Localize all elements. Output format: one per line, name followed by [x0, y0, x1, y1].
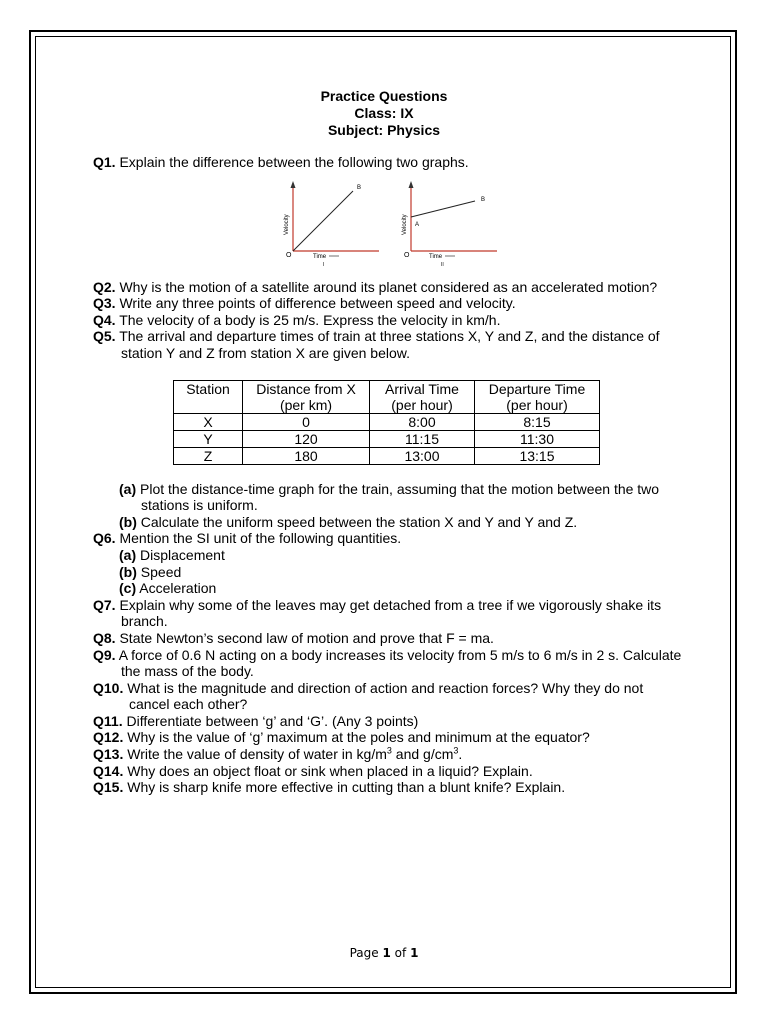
doc-title: Practice Questions	[320, 88, 448, 104]
footer-total-pages: 1	[410, 946, 419, 960]
page-footer	[0, 946, 768, 960]
question-text: Mention the SI unit of the following quantities.	[119, 530, 402, 547]
question-text: Why is sharp knife more effective in cutting than a blunt knife? Explain.	[127, 779, 566, 796]
question-number: Q12.	[93, 729, 124, 746]
graph-i-y-arrow	[291, 181, 296, 188]
question-9	[93, 647, 683, 680]
question-text: State Newton’s second law of motion and prove that F = ma.	[119, 629, 494, 646]
question-13	[93, 746, 683, 763]
graph-i-x-label: Time	[313, 253, 327, 260]
question-text: The velocity of a body is 25 m/s. Express the velocity in km/h.	[119, 311, 501, 328]
question-12	[93, 729, 683, 746]
question-number: Q4.	[93, 311, 116, 328]
footer-of-word: of	[394, 946, 407, 960]
question-2	[93, 279, 683, 296]
question-number: (b)	[119, 513, 137, 530]
footer-current-page: 1	[382, 946, 391, 960]
question-number: (a)	[119, 546, 137, 563]
table-header-row	[174, 380, 600, 413]
graph-ii-x-label: Time	[429, 253, 443, 260]
question-text: and g/cm	[391, 746, 454, 763]
velocity-time-graphs	[93, 171, 683, 279]
question-number: Q15.	[93, 779, 124, 796]
question-6b	[93, 564, 683, 581]
question-11	[93, 713, 683, 730]
table-cell: 11:15	[370, 430, 475, 447]
question-15	[93, 779, 683, 796]
graph-i-origin: O	[286, 251, 292, 259]
question-5b	[93, 514, 683, 531]
graph-i	[283, 177, 383, 269]
question-number: Q9.	[93, 646, 116, 663]
question-number: Q8.	[93, 629, 116, 646]
question-6a	[93, 547, 683, 564]
question-7	[93, 597, 683, 630]
question-number: Q1.	[93, 154, 116, 170]
question-6c	[93, 580, 683, 597]
question-text: Why does an object float or sink when placed in a liquid? Explain.	[127, 762, 533, 779]
question-number: Q14.	[93, 762, 124, 779]
table-cell: 180	[243, 447, 370, 464]
table-header-arrival: Arrival Time (per hour)	[370, 380, 475, 413]
question-number: (c)	[119, 580, 137, 597]
question-1	[93, 154, 683, 171]
question-text: Differentiate between ‘g’ and ‘G’. (Any 3 points)	[126, 712, 419, 729]
graph-ii-y-arrow	[409, 181, 414, 188]
question-text: .	[458, 746, 463, 763]
table-row	[174, 413, 600, 430]
station-table	[173, 380, 600, 465]
graph-i-y-label: Velocity	[284, 213, 290, 235]
table-header-departure: Departure Time (per hour)	[475, 380, 600, 413]
question-text: Speed	[140, 563, 182, 580]
table-cell: Y	[174, 430, 243, 447]
question-number: Q2.	[93, 278, 116, 295]
class-line: Class: IX	[354, 105, 414, 121]
question-5a	[93, 481, 683, 514]
graph-ii-y-label: Velocity	[402, 213, 408, 235]
question-text: Plot the distance-time graph for the train, assuming that the motion between the two stations is uniform.	[140, 480, 660, 514]
question-number: Q6.	[93, 530, 116, 547]
question-text: Write the value of density of water in kg/m	[127, 746, 387, 763]
table-cell: X	[174, 413, 243, 430]
table-cell: 8:15	[475, 413, 600, 430]
graph-ii-line	[411, 201, 475, 217]
question-5	[93, 328, 683, 361]
question-text: Explain the difference between the following two graphs.	[119, 154, 469, 170]
subject-line: Subject: Physics	[327, 122, 441, 138]
question-text: Write any three points of difference between speed and velocity.	[119, 295, 516, 312]
table-cell: 0	[243, 413, 370, 430]
table-cell: 8:00	[370, 413, 475, 430]
superscript: 3	[453, 745, 459, 756]
table-cell: 120	[243, 430, 370, 447]
graph-ii-point-b: B	[481, 196, 486, 203]
table-row	[174, 447, 600, 464]
table-header-distance: Distance from X (per km)	[243, 380, 370, 413]
table-cell: Z	[174, 447, 243, 464]
question-6	[93, 530, 683, 547]
graph-i-line	[293, 191, 353, 251]
question-number: Q7.	[93, 596, 116, 613]
question-text: Displacement	[140, 546, 225, 563]
footer-page-word: Page	[349, 946, 379, 960]
question-text: What is the magnitude and direction of action and reaction forces? Why they do not cancel each other?	[127, 679, 644, 713]
question-text: Calculate the uniform speed between the station X and Y and Y and Z.	[140, 513, 578, 530]
question-text: Why is the value of ‘g’ maximum at the poles and minimum at the equator?	[127, 729, 590, 746]
question-number: Q5.	[93, 328, 116, 345]
graph-i-point-b: B	[357, 184, 362, 191]
table-row	[174, 430, 600, 447]
graph-ii-origin: O	[404, 251, 410, 259]
question-text: Why is the motion of a satellite around its planet considered as an accelerated motion?	[119, 278, 658, 295]
question-8	[93, 630, 683, 647]
question-text: The arrival and departure times of train at three stations X, Y and Z, and the distance of station Y and Z from station X are given below.	[119, 328, 660, 361]
table-cell: 13:00	[370, 447, 475, 464]
question-text: A force of 0.6 N acting on a body increases its velocity from 5 m/s to 6 m/s in 2 s. Calculate the mass of the body.	[118, 646, 682, 680]
question-number: (b)	[119, 563, 137, 580]
table-cell: 11:30	[475, 430, 600, 447]
question-text: Explain why some of the leaves may get detached from a tree if we vigorously shake its branch.	[119, 596, 662, 630]
question-text: Acceleration	[139, 580, 217, 597]
table-header-station: Station	[174, 380, 243, 413]
table-cell: 13:15	[475, 447, 600, 464]
question-number: Q10.	[93, 679, 124, 696]
graph-ii	[401, 177, 501, 269]
graph-i-number: I	[323, 261, 325, 268]
questions-body	[93, 154, 683, 796]
question-10	[93, 680, 683, 713]
question-number: Q11.	[93, 712, 123, 729]
question-14	[93, 763, 683, 780]
question-number: (a)	[119, 480, 137, 497]
superscript: 3	[386, 745, 392, 756]
graph-ii-point-a: A	[415, 221, 420, 228]
question-number: Q13.	[93, 746, 124, 763]
graph-ii-number: II	[441, 261, 444, 268]
question-number: Q3.	[93, 295, 116, 312]
question-3	[93, 295, 683, 312]
question-4	[93, 312, 683, 329]
